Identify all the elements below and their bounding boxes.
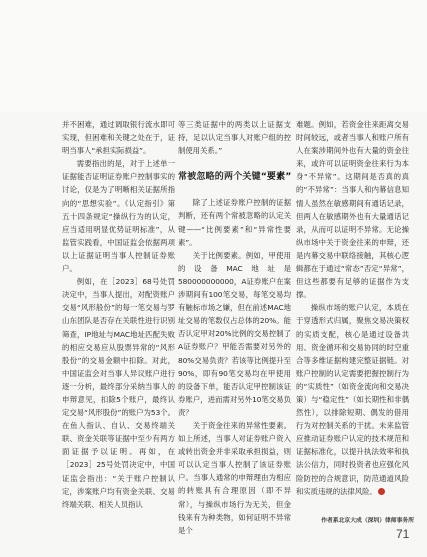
section-heading <box>178 171 291 184</box>
paragraph: 关于资金往来的异常性要素。如上所述，当事人对证券账户资入或转出资金并非采取承担损益，则可以认定当事人控制了该证券账户。当事人通常的申辩理由为相应的转账具有合理原因（即不异常），与操纵市场行为无关，但金钱来有为种类物，如何证明不异常是个 <box>178 420 291 535</box>
author-byline: 作者系北京大成（深圳）律师事务所 <box>321 518 414 524</box>
article-column-2 <box>178 118 291 537</box>
paragraph-text: 操纵市场的账户认定，本质在于穿透形式归属，聚焦交易决策权的实质支配，核心是通过设备共用、资金循环和交易协同的时空重合等多维证据构建完整证据链。对账户控制的认定需要把握控制行为的“实质性”（如资金流向和交易决策）与“稳定性”（如长期性和非偶然性），以排除短期、偶发的借用行为对控制关系的干扰。未来监管应推动证券账户认定的技术规范和证据标准化，以提升执法效率和执法公信力，同时投资者也应强化风险防控的合规意识，防范通道风险和实质违规的法律风险。 <box>296 303 409 496</box>
paragraph <box>296 301 409 497</box>
paragraph: 除了上述证券账户控制的证据判断，还有两个常被忽略的认定关键——“比例要素”和“异常性要素”。 <box>178 198 291 247</box>
section-heading-text: 常被忽略的两个关键 <box>178 172 261 183</box>
paragraph: 并不困难，通过调取银行流水即可实现，但困难和关键之处在于，证明当事人“承担实际损益”。 <box>62 120 175 156</box>
page-number: 71 <box>396 527 410 541</box>
paragraph: 难题。例如，若资金往来距离交易时间较远，或者当事人和账户所有人在案涉期间外也有大量的资金往来，或许可以证明资金往来行为本身“不异常”。这期间是否真的真的“不异常”：当事人和内幕信息知情人虽然在敏感期间有通话记录，但两人在敏感期外也有大量通话记录，从而可以证明不异常。无论操纵市场中关于资金往来的申辩，还是内幕交易中联络接触，其核心逻辑都在于通过“常态”否定“异常”，但这些都要有足够的证据作为支撑。 <box>296 120 409 300</box>
paragraph: 需要指出的是，对于上述单一证据能否证明证券账户控制事实的讨论，仅是为了明晰相关证据所指向的“思想实验”。《认定指引》第五十四条规定“操纵行为的认定，应当适用明显优势证明标准”，从监管实践看，中国证监会依据两项以上证据证明当事人控制证券账户。 <box>62 159 175 274</box>
section-heading-quote: “要素” <box>260 172 292 183</box>
article-end-icon <box>378 488 385 495</box>
paragraph: 例如，在［2023］68号处罚决定中，当事人提出，对配资账户交易“风形般份”的每一笔交易与罗山东团队是否存在关联性进行识别筛查，IP地址与MAC地址匹配失败的相应交易应从股票异常的“风形股份”的交易金额中扣除。对此，中国证监会对当事人异议账户进行逐一分析，最终部分采纳当事人的申辩意见，扣除5个账户，最终认定交易“风形股份”的账户为53个。在鱼人指认、自认、交易终端关联、资金关联等证据中至少有两方面证据予以证明。再如，在［2023］25号处罚决定中，中国证监会指出：“关于账户控制认定，涉案账户均有资金关联、交易终端关联、相关人员指认 <box>62 277 175 509</box>
article-column-3 <box>296 118 409 498</box>
article-column-1 <box>62 118 175 511</box>
paragraph: 等三类证据中的两类以上证据支持，足以认定当事人对账户组的控制使用关系。” <box>178 120 291 156</box>
paragraph: 关于比例要素。例如，甲使用的设备MAC地址是580000000000，A证券账户在案涉期间有100笔交易，每笔交易均有触标市场之嫌，但在前述MAC地址交易的笔数仅占总体的20%。能否认定甲对20%比例的交易控制了A证券账户？甲能否需要对另外的80%交易负责？若该等比例提升至90%，即有90笔交易均在甲使用的设备下单，能否认定甲控制该证券账户，进而需对另外10笔交易负责？ <box>178 250 291 417</box>
page-top-blank <box>0 0 427 112</box>
